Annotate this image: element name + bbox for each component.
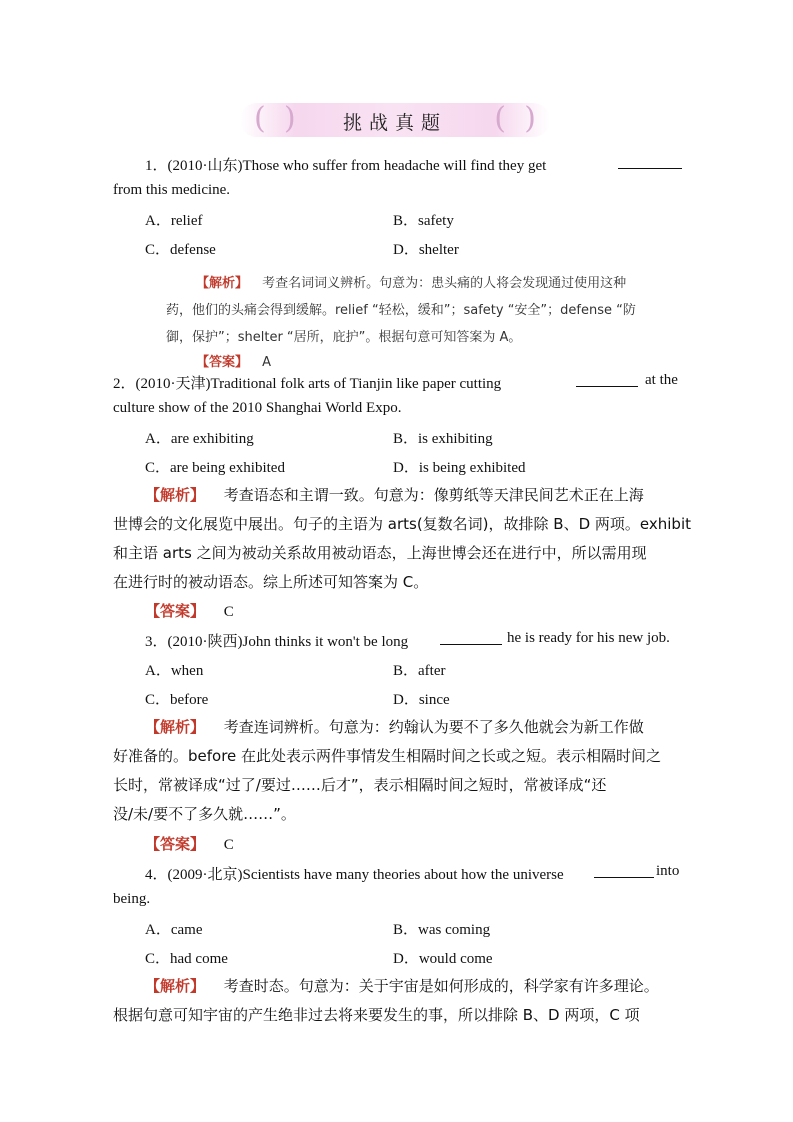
q1-option-b: B．safety <box>393 213 454 229</box>
q3-explanation-line1: 【解析】 考查连词辨析。句意为：约翰认为要不了多久他就会为新工作做 <box>145 718 644 736</box>
q3-answer-value: C <box>223 837 234 853</box>
q3-answer-line <box>145 833 234 854</box>
q3-option-d: D．since <box>393 692 450 708</box>
section-banner <box>240 103 550 137</box>
q1-stem-line2: from this medicine. <box>113 182 231 198</box>
q3-answer-tag: 【答案】 <box>145 835 206 853</box>
q1-answer-line <box>196 351 271 370</box>
q3-option-a: A．when <box>145 663 204 679</box>
q4-explanation-line1: 【解析】 考查时态。句意为：关于宇宙是如何形成的，科学家有许多理论。 <box>145 977 659 995</box>
q3-option-b: B．after <box>393 663 446 679</box>
section-title: 挑战真题 <box>342 112 447 134</box>
q2-stem-line1: 2．(2010·天津)Traditional folk arts of Tianjin like paper cutting <box>113 376 502 392</box>
q1-stem-line1: 1．(2010·山东)Those who suffer from headache will find they get <box>145 158 547 174</box>
q1-explanation-line1: 【解析】 考查名词词义辨析。句意为：患头痛的人将会发现通过使用这种 <box>196 276 627 291</box>
q1-answer-value: A <box>262 355 272 370</box>
decorative-paren-left: ( <box>254 101 266 136</box>
q1-explanation-line2: 药，他们的头痛会得到缓解。relief “轻松，缓和”；safety “安全”；defense “防 <box>166 303 636 318</box>
q3-explanation-line4: 没/未/要不了多久就……”。 <box>113 805 296 823</box>
q4-option-d: D．would come <box>393 951 493 967</box>
q4-stem-line1-end: into <box>656 863 680 879</box>
q2-explanation-line2: 世博会的文化展览中展出。句子的主语为 arts(复数名词)，故排除 B、D 两项。exhibit <box>113 515 691 533</box>
q2-answer-blank <box>576 374 638 387</box>
q1-option-a: A．relief <box>145 213 203 229</box>
q3-explanation-tag: 【解析】 <box>145 718 206 736</box>
q2-option-b: B．is exhibiting <box>393 431 493 447</box>
decorative-paren-left-2: ) <box>284 101 296 136</box>
q2-explanation-line1: 【解析】 考查语态和主谓一致。句意为：像剪纸等天津民间艺术正在上海 <box>145 486 644 504</box>
q2-explanation-line4: 在进行时的被动语态。综上所述可知答案为 C。 <box>113 573 429 591</box>
q3-explanation-line2: 好准备的。before 在此处表示两件事情发生相隔时间之长或之短。表示相隔时间之 <box>113 747 662 765</box>
q4-option-c: C．had come <box>145 951 228 967</box>
q2-answer-tag: 【答案】 <box>145 602 206 620</box>
q4-option-b: B．was coming <box>393 922 491 938</box>
q2-answer-value: C <box>223 604 234 620</box>
q1-option-c: C．defense <box>145 242 216 258</box>
q3-stem-line1-end: he is ready for his new job. <box>507 630 670 646</box>
q2-stem-line2: culture show of the 2010 Shanghai World Expo. <box>113 400 402 416</box>
q3-answer-blank <box>440 632 502 645</box>
q2-option-c: C．are being exhibited <box>145 460 285 476</box>
decorative-paren-right: ) <box>524 101 536 136</box>
q2-stem-line1-end: at the <box>645 372 678 388</box>
q4-answer-blank <box>594 865 654 878</box>
q1-option-d: D．shelter <box>393 242 459 258</box>
q2-option-d: D．is being exhibited <box>393 460 526 476</box>
decorative-paren-right-2: ( <box>494 101 506 136</box>
q3-stem-line1: 3．(2010·陕西)John thinks it won't be long <box>145 634 409 650</box>
q1-answer-blank <box>618 156 682 169</box>
q4-explanation-line2: 根据句意可知宇宙的产生绝非过去将来要发生的事，所以排除 B、D 两项，C 项 <box>113 1006 640 1024</box>
q1-explanation-line3: 御，保护”；shelter “居所，庇护”。根据句意可知答案为 A。 <box>166 330 522 345</box>
q4-explanation-tag: 【解析】 <box>145 977 206 995</box>
q2-explanation-tag: 【解析】 <box>145 486 206 504</box>
q3-explanation-line3: 长时，常被译成“过了/要过……后才”，表示相隔时间之短时，常被译成“还 <box>113 776 607 794</box>
q1-explanation-tag: 【解析】 <box>196 276 249 291</box>
q1-answer-tag: 【答案】 <box>196 355 249 370</box>
q3-option-c: C．before <box>145 692 209 708</box>
q2-explanation-line3: 和主语 arts 之间为被动关系故用被动语态，上海世博会还在进行中，所以需用现 <box>113 544 647 562</box>
q2-option-a: A．are exhibiting <box>145 431 254 447</box>
q4-stem-line2: being. <box>113 891 151 907</box>
q4-option-a: A．came <box>145 922 203 938</box>
q4-stem-line1: 4．(2009·北京)Scientists have many theories about how the universe <box>145 867 564 883</box>
q2-answer-line <box>145 600 234 621</box>
